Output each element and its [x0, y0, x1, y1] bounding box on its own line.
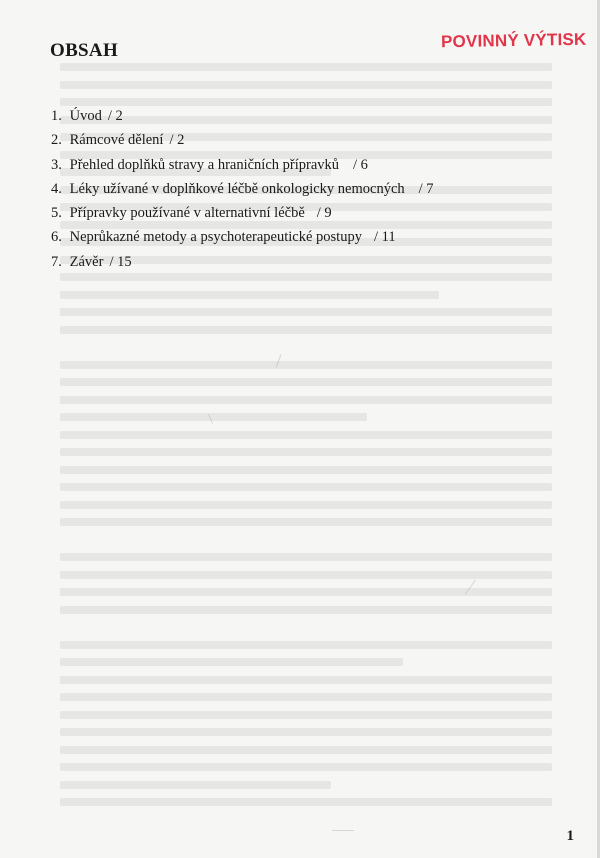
bleed-through-line — [60, 673, 572, 691]
toc-item — [51, 225, 434, 249]
bleed-through-line — [60, 78, 572, 96]
bleed-through-bar — [60, 308, 552, 316]
bleed-through-bar — [60, 413, 367, 421]
toc-item-label: Neprůkazné metody a psychoterapeutické postupy — [69, 229, 362, 246]
bleed-through-bar — [60, 746, 552, 754]
bleed-through-line — [60, 655, 572, 673]
bleed-through-line — [60, 638, 572, 656]
bleed-through-bar — [60, 431, 552, 439]
bleed-through-bar — [60, 518, 552, 526]
toc-item-number: 6. — [51, 229, 62, 246]
table-of-contents — [51, 104, 434, 274]
bleed-through-bar — [60, 728, 552, 736]
bleed-through-line — [60, 585, 572, 603]
bleed-through-bar — [60, 501, 552, 509]
toc-item-number: 5. — [51, 205, 62, 222]
bleed-through-bar — [60, 588, 552, 596]
legal-deposit-stamp: POVINNÝ VÝTISK — [440, 29, 587, 52]
bleed-through-line — [60, 533, 572, 551]
toc-item-page: / 9 — [316, 205, 332, 222]
toc-item-page: / 2 — [107, 108, 123, 124]
toc-item-page: / 7 — [418, 180, 434, 197]
bleed-through-line — [60, 498, 572, 516]
toc-item-number: 2. — [51, 132, 62, 149]
bleed-through-line — [60, 480, 572, 498]
toc-item-page: / 15 — [109, 253, 132, 270]
toc-item-page: / 2 — [169, 132, 185, 149]
toc-item — [51, 153, 434, 177]
bleed-through-line — [60, 620, 572, 638]
bleed-through-line — [60, 410, 572, 428]
bleed-through-bar — [60, 63, 552, 71]
bleed-through-line — [60, 725, 572, 743]
toc-item-label: Přípravky používané v alternativní léčbě — [69, 205, 305, 222]
bleed-through-line — [60, 358, 572, 376]
toc-item-page: / 6 — [353, 156, 368, 173]
bleed-through-bar — [60, 81, 552, 89]
bleed-through-bar — [60, 676, 552, 684]
bleed-through-line — [60, 795, 572, 813]
bleed-through-line — [60, 288, 572, 306]
bleed-through-line — [60, 463, 572, 481]
toc-item — [51, 201, 434, 225]
bleed-through-bar — [60, 396, 552, 404]
page-number: 1 — [566, 828, 574, 844]
toc-item-number: 4. — [51, 180, 62, 197]
toc-item-number: 3. — [51, 156, 62, 173]
toc-item-label: Rámcové dělení — [69, 132, 164, 149]
toc-item-page: / 11 — [373, 229, 396, 246]
toc-item — [51, 177, 434, 201]
toc-item-label: Úvod — [69, 108, 102, 124]
toc-item-label: Závěr — [69, 253, 104, 270]
page-title: OBSAH — [50, 40, 119, 61]
bleed-through-line — [60, 375, 572, 393]
bleed-through-bar — [60, 291, 439, 299]
bleed-through-line — [60, 305, 572, 323]
bleed-through-bar — [60, 273, 552, 281]
bleed-through-bar — [60, 466, 552, 474]
bleed-through-bar — [60, 326, 552, 334]
bleed-through-line — [60, 568, 572, 586]
bleed-through-line — [60, 550, 572, 568]
bleed-through-line — [60, 428, 572, 446]
bleed-through-bar — [60, 606, 552, 614]
toc-item — [51, 128, 434, 152]
bleed-through-line — [60, 690, 572, 708]
bleed-through-line — [60, 778, 572, 796]
bleed-through-line — [60, 340, 572, 358]
bleed-through-bar — [60, 658, 403, 666]
bleed-through-bar — [60, 641, 552, 649]
bleed-through-bar — [60, 378, 552, 386]
bleed-through-bar — [60, 361, 552, 369]
bleed-through-bar — [60, 553, 552, 561]
bleed-through-line — [60, 760, 572, 778]
toc-item-number: 7. — [51, 253, 62, 270]
bleed-through-bar — [60, 798, 552, 806]
bleed-through-line — [60, 323, 572, 341]
bleed-through-bar — [60, 571, 552, 579]
toc-item-number: 1. — [51, 108, 62, 124]
toc-item-label: Léky užívané v doplňkové léčbě onkologicky nemocných — [69, 180, 405, 197]
bleed-through-bar — [60, 693, 552, 701]
bleed-through-line — [60, 515, 572, 533]
toc-item — [51, 104, 434, 128]
bleed-through-line — [60, 60, 572, 78]
bleed-through-bar — [60, 483, 552, 491]
bleed-through-line — [60, 393, 572, 411]
bleed-through-bar — [60, 711, 552, 719]
bleed-through-bar — [60, 781, 331, 789]
bleed-through-line — [60, 445, 572, 463]
bleed-through-bar — [60, 448, 552, 456]
bleed-through-line — [60, 708, 572, 726]
paper-scuff — [332, 830, 354, 831]
bleed-through-line — [60, 603, 572, 621]
toc-item-label: Přehled doplňků stravy a hraničních přípravků — [69, 156, 340, 173]
toc-item — [51, 250, 434, 274]
bleed-through-line — [60, 743, 572, 761]
bleed-through-bar — [60, 763, 552, 771]
